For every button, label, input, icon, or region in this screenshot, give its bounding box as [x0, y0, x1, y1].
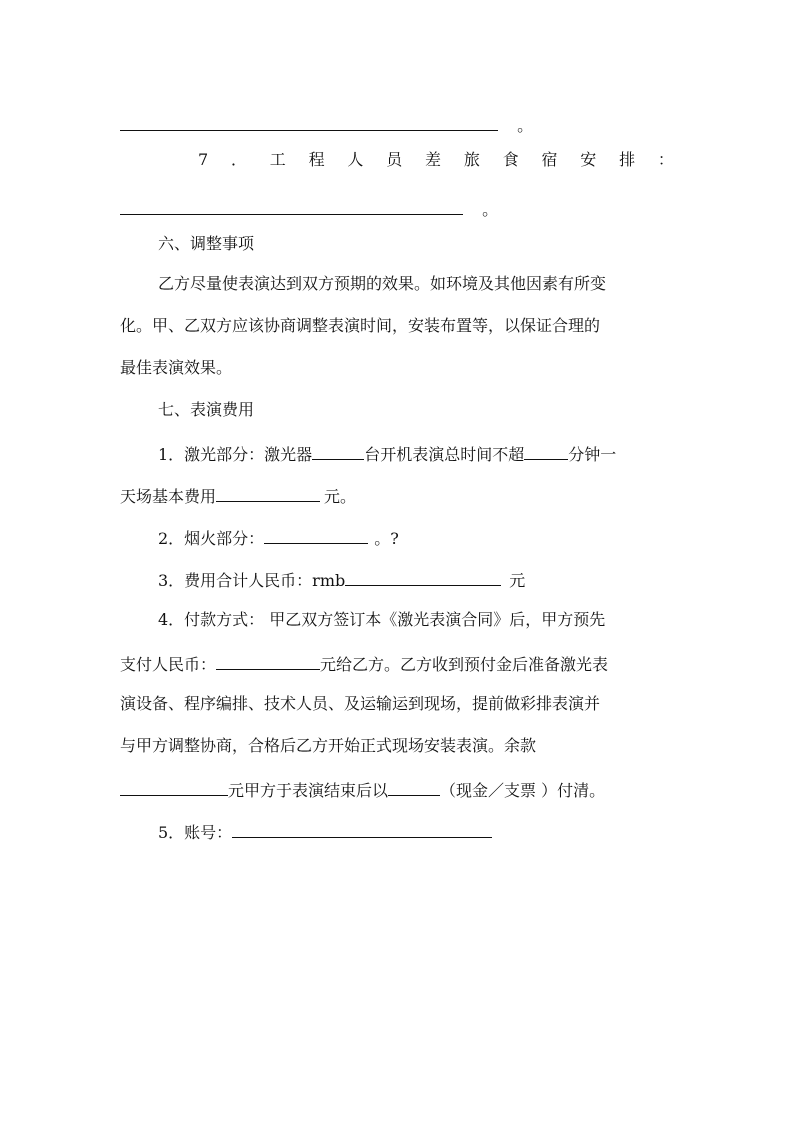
fill-blank[interactable] — [120, 777, 228, 796]
blank-line-1 — [120, 112, 533, 137]
fill-blank[interactable] — [232, 819, 492, 838]
item-7-char: ． — [230, 150, 247, 169]
period: 。 — [517, 116, 534, 135]
item-7-char: 差 — [425, 150, 442, 169]
section-6-heading: 六、调整事项 — [158, 234, 255, 253]
fill-blank[interactable] — [388, 777, 440, 796]
item-4-line-2: 支付人民币： 元给乙方。乙方收到预付金后准备激光表 — [120, 651, 608, 676]
fill-blank[interactable] — [524, 441, 568, 460]
item-7-char: 宿 — [541, 150, 558, 169]
item-4-line-3: 演设备、程序编排、技术人员、及运输运到现场，提前做彩排表演并 — [120, 694, 601, 713]
period: 。 — [482, 200, 499, 219]
section-7-heading: 七、表演费用 — [158, 400, 255, 419]
fill-blank[interactable] — [264, 525, 368, 544]
section-6-para-line-3: 最佳表演效果。 — [120, 358, 233, 377]
item-1-laser: 1．激光部分：激光器 台开机表演总时间不超 分钟一 — [158, 441, 616, 466]
item-7-char: 程 — [308, 150, 325, 169]
item-4-line-5: 元甲方于表演结束后以 （现金／支票 ）付清。 — [120, 777, 605, 802]
fill-blank[interactable] — [216, 483, 320, 502]
fill-blank[interactable] — [120, 196, 463, 215]
section-6-para-line-1: 乙方尽量使表演达到双方预期的效果。如环境及其他因素有所变 — [158, 274, 607, 293]
item-7-char: ： — [657, 150, 674, 169]
item-7-char: 员 — [386, 150, 403, 169]
item-5-account: 5．账号： — [158, 819, 492, 844]
item-7-char: 旅 — [463, 150, 480, 169]
item-2-fireworks: 2．烟火部分： 。? — [158, 525, 399, 550]
item-7-travel — [198, 149, 674, 171]
item-7-char: 7 — [198, 150, 209, 169]
fill-blank[interactable] — [120, 112, 498, 131]
item-4-payment: 4．付款方式： 甲乙双方签订本《激光表演合同》后，甲方预先 — [158, 610, 606, 629]
item-7-char: 人 — [347, 150, 364, 169]
fill-blank[interactable] — [216, 651, 320, 670]
section-6-para-line-2: 化。甲、乙双方应该协商调整表演时间，安装布置等，以保证合理的 — [120, 316, 601, 335]
item-1-laser-cont: 天场基本费用 元。 — [120, 483, 356, 508]
fill-blank[interactable] — [345, 567, 501, 586]
item-4-line-4: 与甲方调整协商，合格后乙方开始正式现场安装表演。余款 — [120, 736, 537, 755]
item-7-char: 食 — [502, 150, 519, 169]
fill-blank[interactable] — [312, 441, 364, 460]
item-7-char: 排 — [619, 150, 636, 169]
blank-line-3 — [120, 196, 498, 221]
item-7-char: 安 — [580, 150, 597, 169]
item-7-char: 工 — [269, 150, 286, 169]
item-3-total: 3．费用合计人民币：rmb 元 — [158, 567, 525, 592]
